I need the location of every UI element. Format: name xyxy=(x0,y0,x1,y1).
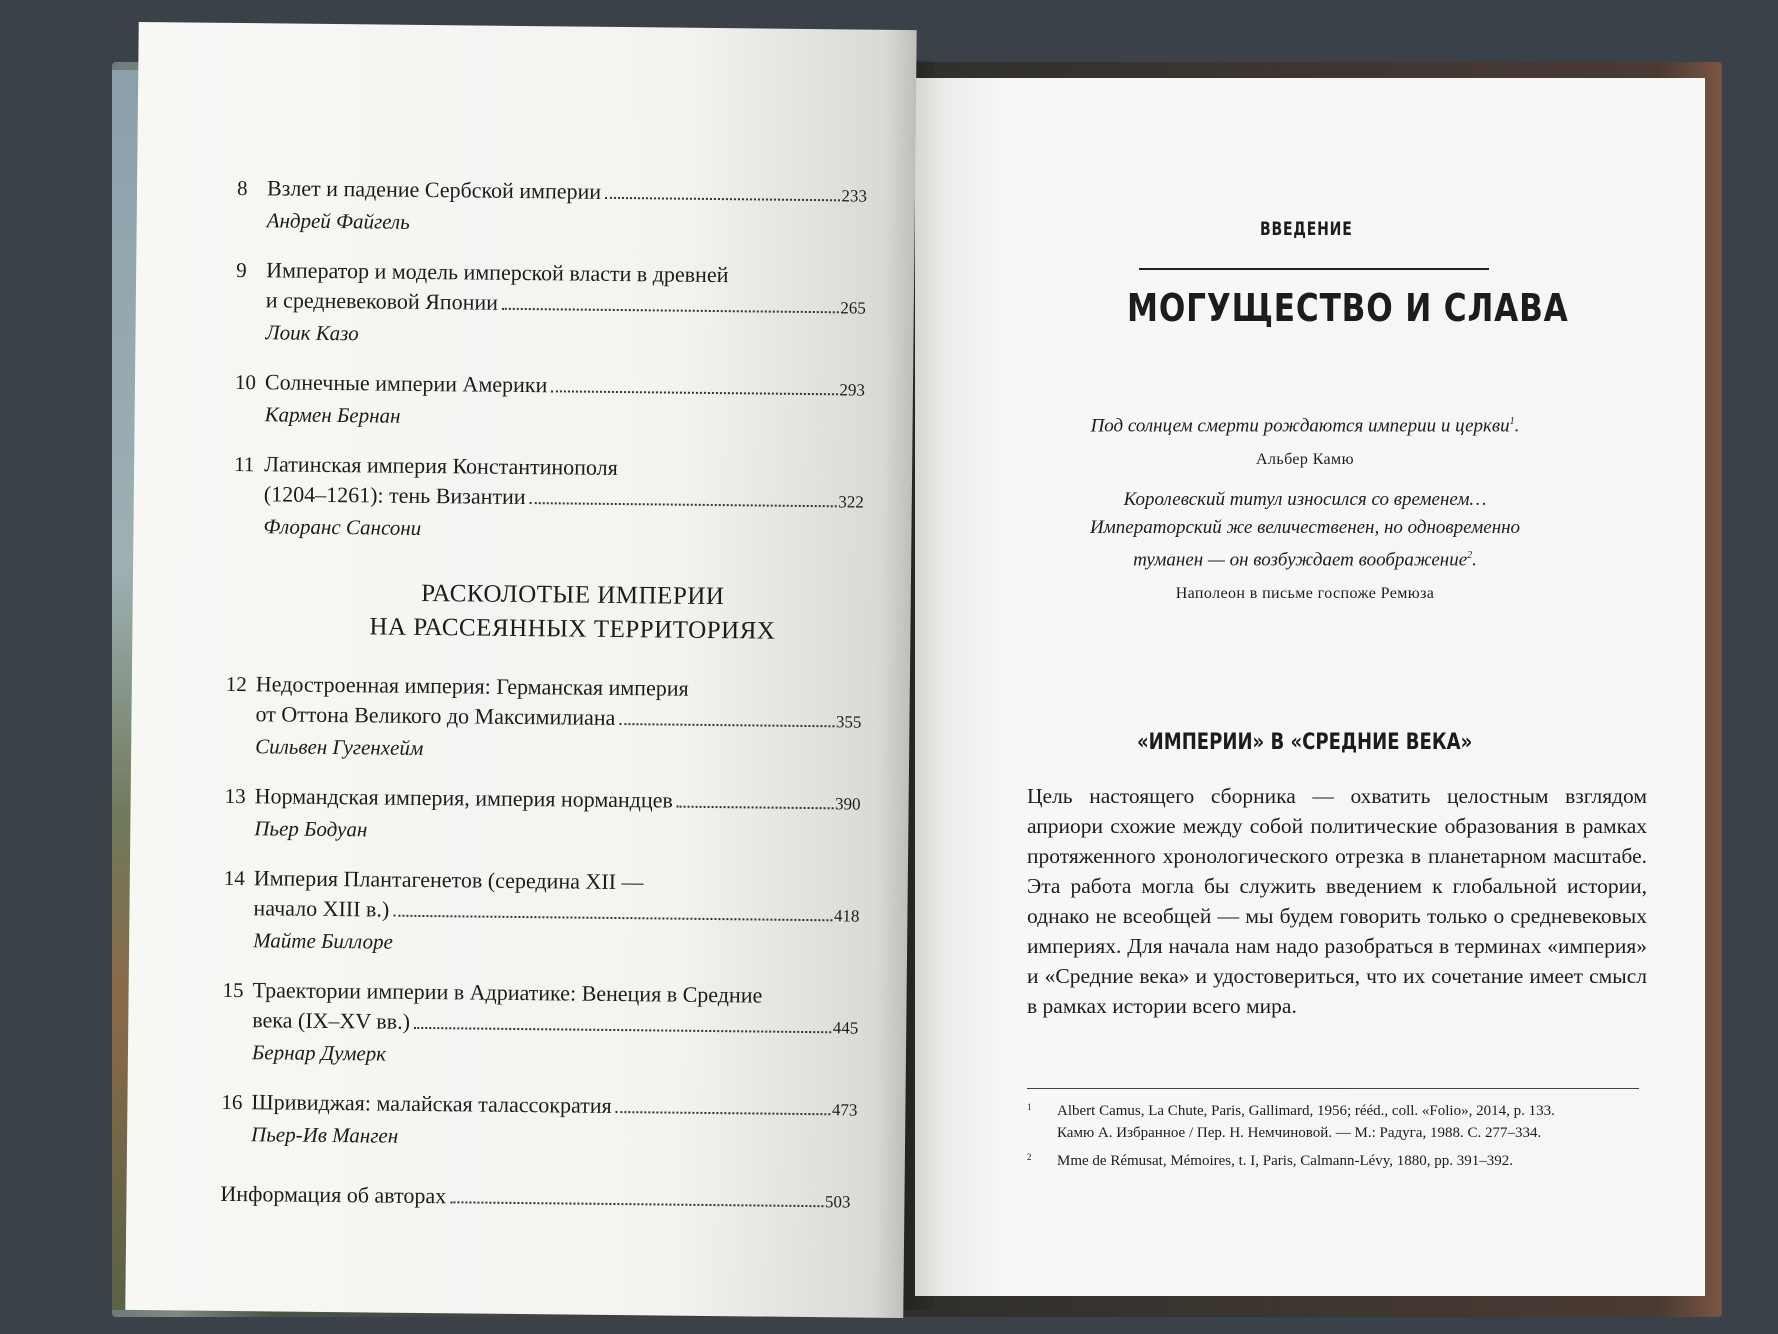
punct: . xyxy=(1514,415,1520,437)
toc-about-authors xyxy=(220,1179,850,1218)
body-paragraph: Цель настоящего сборника — охватить целостным взглядом априори схожие между собой политические образования в рамках протяженного хронологического отрезка в планетарном масштабе. Эта работа могла бы служить введением к глобальной истории, однако не всеобщей — мы будем говорить только о средневековых империях. Для начала нам надо разобраться в терминах «империя» и «Средние века» и удостовериться, что их сочетание имеет смысл в рамках истории всего мира. xyxy=(1027,784,1647,1018)
footnote-1 xyxy=(1027,1100,1647,1144)
toc-author: Майте Биллоре xyxy=(253,928,393,954)
dot-leader xyxy=(530,502,837,507)
epigraph-quote: Под солнцем смерти рождаются империи и церкви xyxy=(1090,415,1510,437)
toc-author: Пьер Бодуан xyxy=(254,816,368,842)
toc-number: 15 xyxy=(222,977,244,1003)
footnote-2 xyxy=(1027,1150,1647,1172)
toc-title: Нормандская империя, империя нормандцев xyxy=(254,783,673,813)
dot-leader xyxy=(616,1111,830,1115)
toc-page: 293 xyxy=(839,380,866,400)
epigraph-source: Наполеон в письме госпоже Ремюза xyxy=(1175,585,1435,603)
toc-number: 11 xyxy=(234,451,255,477)
toc-title: Латинская империя Константинополя xyxy=(264,451,618,481)
toc-author: Пьер-Ив Манген xyxy=(250,1122,399,1148)
dot-leader xyxy=(450,1201,823,1207)
toc-title: Недостроенная империя: Германская империя xyxy=(255,671,689,701)
chapter-label: ВВЕДЕНИЕ xyxy=(1260,218,1353,240)
toc-title: Взлет и падение Сербской империи xyxy=(266,175,602,204)
table-of-contents xyxy=(220,173,868,1217)
toc-number: 9 xyxy=(236,257,247,283)
left-page xyxy=(125,22,916,1318)
toc-entry xyxy=(222,975,859,1073)
dot-leader xyxy=(677,806,833,810)
footnote-ref: 2 xyxy=(1467,550,1473,561)
toc-author: Андрей Файгель xyxy=(266,208,410,234)
title-rule xyxy=(1139,268,1489,270)
toc-number: 13 xyxy=(224,783,246,809)
toc-title: от Оттона Великого до Максимилиана xyxy=(255,701,616,730)
heading-line: РАСКОЛОТЫЕ ИМПЕРИИ xyxy=(421,579,725,611)
footnote-ref: 1 xyxy=(1509,416,1515,427)
toc-title: Империя Плантагенетов (середина XII — xyxy=(253,865,644,895)
toc-entry xyxy=(234,449,864,547)
dot-leader xyxy=(414,1027,831,1033)
toc-title: Император и модель имперской власти в древней xyxy=(266,257,729,288)
epigraph-napoleon xyxy=(995,486,1615,608)
dot-leader xyxy=(605,197,839,201)
epigraph-source: Альбер Камю xyxy=(1256,451,1354,469)
toc-page: 233 xyxy=(841,186,868,206)
toc-page: 445 xyxy=(832,1018,859,1038)
toc-page: 390 xyxy=(835,794,861,814)
chapter-title: МОГУЩЕСТВО И СЛАВА xyxy=(1127,286,1569,330)
toc-number: 16 xyxy=(221,1089,243,1115)
heading-line: НА РАССЕЯННЫХ ТЕРРИТОРИЯХ xyxy=(369,613,776,645)
toc-author: Флоранс Сансони xyxy=(263,514,422,540)
toc-number: 14 xyxy=(223,865,245,891)
toc-section-heading xyxy=(262,575,883,649)
toc-entry xyxy=(223,863,860,961)
footnote-mark: 1 xyxy=(1027,1102,1032,1112)
toc-title: и средневековой Японии xyxy=(265,287,499,315)
toc-page: 355 xyxy=(835,712,862,732)
toc-title: начало XIII в.) xyxy=(253,895,390,922)
epigraph-line: туманен — он возбуждает воображение xyxy=(1133,549,1468,571)
dot-leader xyxy=(551,390,837,395)
toc-number: 8 xyxy=(236,176,248,201)
toc-author: Кармен Бернан xyxy=(264,402,401,428)
toc-title: Солнечные империи Америки xyxy=(264,369,548,398)
toc-page: 503 xyxy=(824,1192,851,1212)
toc-title: Траектории империи в Адриатике: Венеция в Средние xyxy=(252,977,763,1008)
toc-title: века (IX–XV вв.) xyxy=(252,1007,411,1034)
toc-entry xyxy=(221,1087,858,1155)
epigraph-line: Императорский же величественен, но одновременно xyxy=(1089,517,1521,538)
dot-leader xyxy=(619,723,834,727)
toc-number: 10 xyxy=(234,369,257,395)
toc-page: 322 xyxy=(838,492,864,512)
toc-page: 418 xyxy=(833,906,860,926)
footnote-mark: 2 xyxy=(1027,1152,1032,1162)
toc-page: 473 xyxy=(831,1100,858,1120)
toc-entry xyxy=(236,173,868,241)
toc-author: Бернар Думерк xyxy=(251,1040,387,1066)
toc-page: 265 xyxy=(840,298,866,318)
toc-author: Сильвен Гугенхейм xyxy=(255,734,424,760)
footnote-rule xyxy=(1027,1088,1639,1089)
punct: . xyxy=(1472,549,1477,571)
epigraph-camus xyxy=(995,408,1615,474)
epigraph-line: Королевский титул износился со временем… xyxy=(1123,489,1487,510)
section-subtitle: «ИМПЕРИИ» В «СРЕДНИЕ ВЕКА» xyxy=(1137,730,1473,755)
toc-title: Информация об авторах xyxy=(220,1180,447,1209)
toc-title: Шривиджая: малайская талассократия xyxy=(251,1089,612,1118)
dot-leader xyxy=(502,308,838,314)
toc-entry xyxy=(225,669,862,767)
toc-entry xyxy=(234,367,866,435)
footnotes xyxy=(1027,1100,1647,1172)
toc-author: Лоик Казо xyxy=(265,320,359,346)
footnote-line: Albert Camus, La Chute, Paris, Gallimard, 1956; rééd., coll. «Folio», 2014, p. 133. xyxy=(1057,1103,1555,1119)
toc-number: 12 xyxy=(225,671,247,697)
footnote-line: Mme de Rémusat, Mémoires, t. I, Paris, Calmann-Lévy, 1880, pp. 391–392. xyxy=(1057,1153,1514,1169)
dot-leader xyxy=(393,915,832,922)
footnote-line: Камю А. Избранное / Пер. Н. Немчиновой. — М.: Радуга, 1988. С. 277–334. xyxy=(1057,1125,1542,1141)
toc-title: (1204–1261): тень Византии xyxy=(263,481,526,510)
toc-entry xyxy=(236,255,866,353)
toc-entry xyxy=(224,781,861,849)
right-page xyxy=(915,78,1705,1296)
